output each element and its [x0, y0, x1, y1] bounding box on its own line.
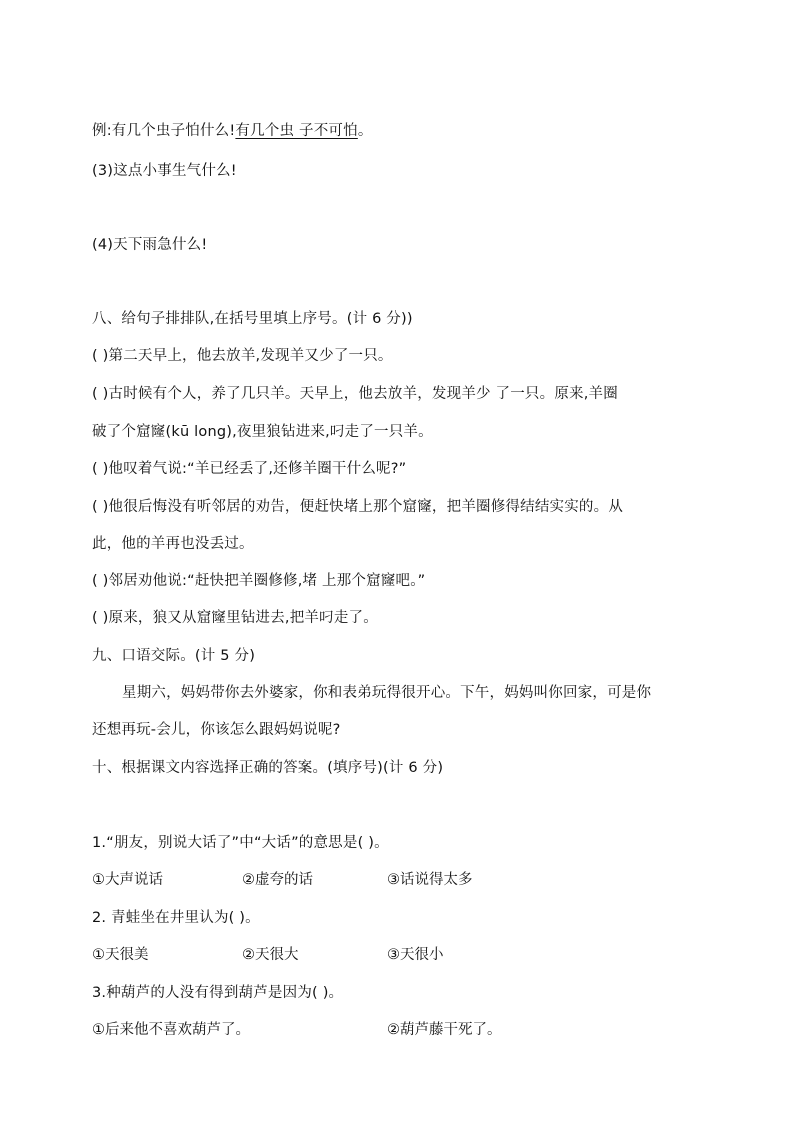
q8-item-continued: 破了个窟窿(kū long),夜里狼钻进来,叼走了一只羊。: [92, 424, 433, 440]
q8-item: ( )古时候有个人，养了几只羊。天早上，他去放羊，发现羊少 了一只。原来,羊圈: [92, 386, 618, 402]
q9-prompt-line-1: 星期六，妈妈带你去外婆家，你和表弟玩得很开心。下午，妈妈叫你回家，可是你: [122, 685, 652, 701]
q9-title: 九、口语交际。(计 5 分): [92, 648, 256, 664]
q10-q1-option-1: ①大声说话: [92, 872, 163, 888]
q8-item: ( )邻居劝他说:“赶快把羊圈修修,堵 上那个窟窿吧。”: [92, 573, 426, 589]
example-answer: 有几个虫 子不可怕: [235, 123, 358, 139]
q10-question-3: 3.种葫芦的人没有得到葫芦是因为( )。: [92, 985, 344, 1001]
q7-item-4: (4)天下雨急什么!: [92, 237, 208, 253]
q8-item: ( )第二天早上，他去放羊,发现羊又少了一只。: [92, 348, 393, 364]
q10-question-2: 2. 青蛙坐在井里认为( )。: [92, 910, 260, 926]
q10-q1-option-2: ②虚夸的话: [242, 872, 313, 888]
q10-q3-option-1: ①后来他不喜欢葫芦了。: [92, 1022, 250, 1038]
q8-item: ( )原来，狼又从窟窿里钻进去,把羊叼走了。: [92, 610, 378, 626]
example-suffix: 。: [357, 123, 373, 139]
example-prefix: 例:有几个虫子怕什么!: [92, 123, 236, 139]
q7-item-3: (3)这点小事生气什么!: [92, 163, 237, 179]
q10-q3-option-2: ②葫芦藤干死了。: [387, 1022, 502, 1038]
q10-q1-option-3: ③话说得太多: [387, 872, 473, 888]
q10-question-1: 1.“朋友，别说大话了”中“大话”的意思是( )。: [92, 835, 389, 851]
q8-title: 八、给句子排排队,在括号里填上序号。(计 6 分)): [92, 311, 413, 327]
q10-q2-option-3: ③天很小: [387, 947, 444, 963]
q8-item-continued: 此，他的羊再也没丢过。: [92, 536, 254, 552]
q8-item: ( )他叹着气说:“羊已经丢了,还修羊圈干什么呢?”: [92, 461, 407, 477]
example-sentence: [92, 120, 373, 142]
q8-item: ( )他很后悔没有听邻居的劝告，便赶快堵上那个窟窿，把羊圈修得结结实实的。从: [92, 499, 624, 515]
q10-q2-option-1: ①天很美: [92, 947, 149, 963]
q9-prompt-line-2: 还想再玩-会儿，你该怎么跟妈妈说呢?: [92, 722, 341, 738]
q10-q2-option-2: ②天很大: [242, 947, 299, 963]
q10-title: 十、根据课文内容选择正确的答案。(填序号)(计 6 分): [92, 760, 444, 776]
